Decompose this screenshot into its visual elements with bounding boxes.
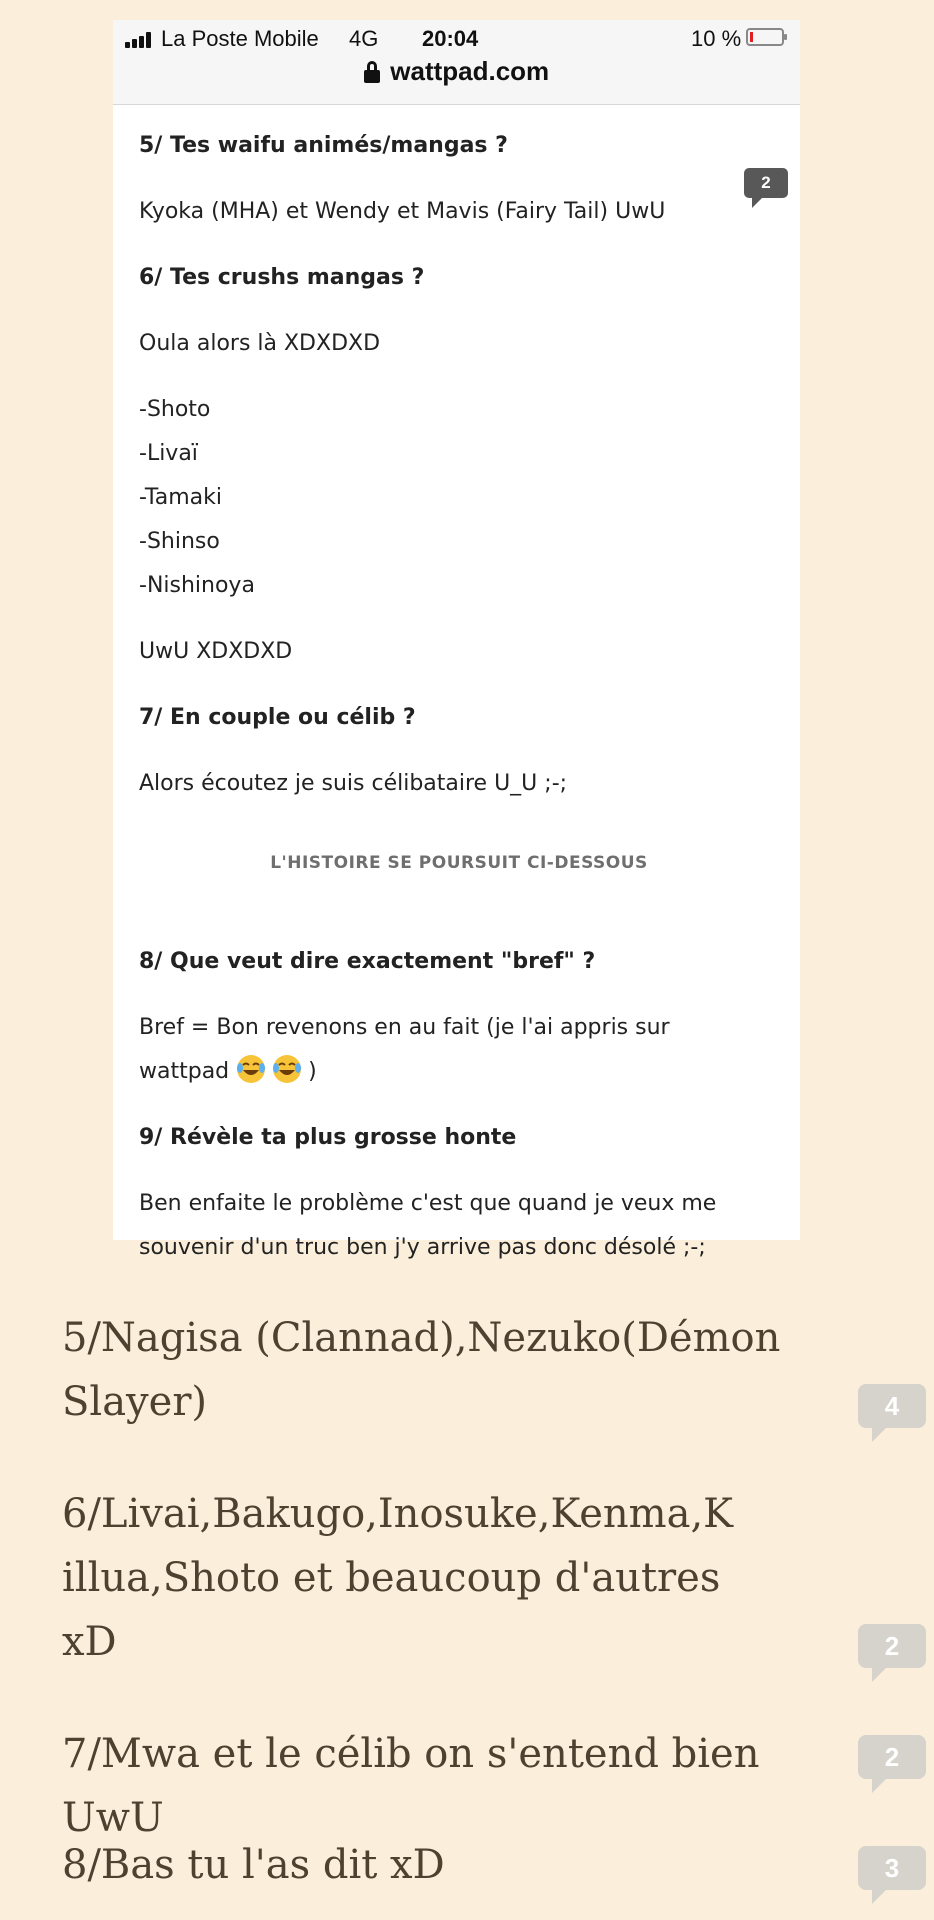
answer-8-close: ) (308, 1059, 317, 1084)
paragraph-comment-bubble[interactable]: 2 (858, 1735, 926, 1779)
comment-line: illua,Shoto et beaucoup d'autres (62, 1555, 721, 1601)
answer-8-line-1: Bref = Bon revenons en au fait (je l'ai appris sur (139, 1015, 670, 1040)
question-6: 6/ Tes crushs mangas ? (139, 265, 425, 290)
answer-7: Alors écoutez je suis célibataire U_U ;-; (139, 771, 568, 796)
answer-8-text: wattpad (139, 1059, 230, 1084)
comment-line: 8/Bas tu l'as dit xD (62, 1842, 445, 1888)
crush-item: -Shinso (139, 529, 220, 554)
answer-9-line-1: Ben enfaite le problème c'est que quand je veux me (139, 1191, 717, 1216)
battery-icon (746, 28, 784, 46)
lock-icon (364, 61, 380, 83)
clock: 20:04 (422, 26, 479, 51)
paragraph-comment-bubble[interactable]: 2 (858, 1624, 926, 1668)
face-with-tears-of-joy-icon (236, 1054, 266, 1084)
answer-8-line-2 (139, 1050, 317, 1094)
comment-line: 5/Nagisa (Clannad),Nezuko(Démon (62, 1315, 781, 1361)
face-with-tears-of-joy-icon (272, 1054, 302, 1084)
answer-6-intro: Oula alors là XDXDXD (139, 331, 381, 356)
paragraph-comment-bubble[interactable]: 4 (858, 1384, 926, 1428)
comment-paragraph (62, 1722, 862, 1850)
answer-9-line-2: souvenir d'un truc ben j'y arrive pas donc désolé ;-; (139, 1235, 706, 1260)
comment-paragraph (62, 1306, 862, 1434)
battery-percent: 10 % (691, 26, 742, 51)
status-bar (113, 20, 800, 105)
crush-item: -Shoto (139, 397, 211, 422)
question-8: 8/ Que veut dire exactement "bref" ? (139, 949, 596, 974)
comment-line: 7/Mwa et le célib on s'entend bien UwU (62, 1731, 760, 1841)
answer-5: Kyoka (MHA) et Wendy et Mavis (Fairy Tail) UwU (139, 199, 666, 224)
comment-line: Slayer) (62, 1379, 208, 1425)
network-type: 4G (349, 26, 379, 51)
comment-line: 6/Livai,Bakugo,Inosuke,Kenma,K (62, 1491, 734, 1537)
question-5: 5/ Tes waifu animés/mangas ? (139, 133, 508, 158)
comment-paragraph (62, 1482, 862, 1674)
paragraph-comment-bubble[interactable]: 2 (744, 168, 788, 198)
comment-paragraph (62, 1833, 862, 1897)
comment-line: xD (62, 1619, 117, 1665)
crush-item: -Livaï (139, 441, 198, 466)
paragraph-comment-bubble[interactable]: 3 (858, 1846, 926, 1890)
answer-6-outro: UwU XDXDXD (139, 639, 293, 664)
address-bar[interactable] (113, 56, 800, 96)
crush-item: -Tamaki (139, 485, 222, 510)
embedded-phone-screenshot (113, 20, 800, 1260)
carrier-name: La Poste Mobile (161, 26, 319, 51)
crush-item: -Nishinoya (139, 573, 255, 598)
question-7: 7/ En couple ou célib ? (139, 705, 416, 730)
continue-below-separator: L'HISTOIRE SE POURSUIT CI-DESSOUS (270, 853, 648, 873)
url-text: wattpad.com (390, 56, 550, 86)
signal-icon (125, 32, 155, 48)
question-9: 9/ Révèle ta plus grosse honte (139, 1125, 517, 1150)
